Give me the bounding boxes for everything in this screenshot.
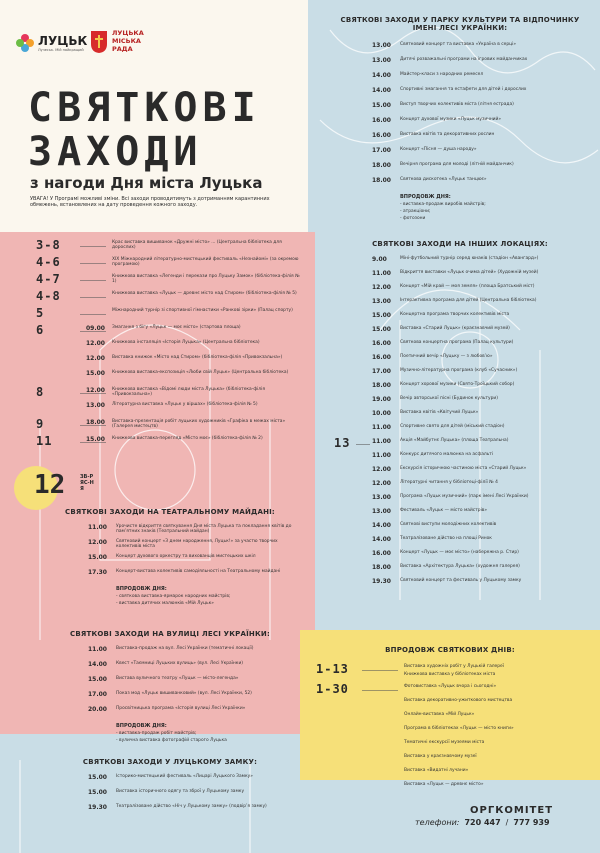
day-range-label: 1-30: [316, 682, 349, 696]
list-item: [88, 554, 300, 561]
list-item: [372, 368, 580, 375]
event-time: 14.00: [372, 522, 391, 529]
flower-logo-icon: [14, 32, 36, 54]
event-text: Виставка квітів «Квітучий Луцьк»: [400, 410, 479, 415]
event-time: 19.30: [88, 804, 107, 811]
event-time: 13.00: [372, 298, 391, 305]
section-heading: СВЯТКОВІ ЗАХОДИ НА ІНШИХ ЛОКАЦІЯХ:: [372, 240, 548, 248]
event-time: 09.00: [86, 325, 105, 332]
section-heading: СВЯТКОВІ ЗАХОДИ У ЛУЦЬКОМУ ЗАМКУ:: [82, 758, 258, 766]
event-text: Виставка книжок «Місто над Стиром» (бібліотека-філія «Привокзальна»): [112, 355, 283, 360]
event-time: 12.00: [372, 480, 391, 487]
event-time: 16.00: [372, 550, 391, 557]
list-item: [372, 494, 580, 501]
event-text: Виступ творчих колективів міста (літня естрада): [400, 102, 514, 107]
event-text: Інтерактивна програма для дітей (Центральна бібліотека): [400, 298, 537, 303]
event-text: Літературна виставка «Луцьк у віршах» (бібліотека-філія № 5): [112, 402, 258, 407]
list-item: [372, 147, 580, 154]
list-item: [372, 382, 580, 389]
event-time: 14.00: [372, 536, 391, 543]
list-item: [86, 291, 306, 296]
event-time: 11.00: [88, 524, 107, 531]
list-item: [86, 419, 306, 430]
council-line-1: ЛУЦЬКА: [112, 29, 144, 37]
event-time: 11.00: [372, 452, 391, 459]
event-text: Виставка-продаж на вул. Лесі Українки (тематичні локації): [116, 646, 254, 651]
day-label: 4-6: [36, 255, 61, 269]
event-text: Святковий концерт та виставка «Україна в серці»: [400, 42, 517, 47]
event-text: Виставка-презентація робіт луцьких художників «Графіка в межах міста» (Галерея мистецтв): [112, 419, 286, 430]
list-item: [86, 257, 306, 268]
during-item: - атракціони;: [400, 209, 431, 214]
event-time: 15.00: [86, 370, 105, 377]
during-item: - святкова виставка-ярмарок народних майстрів;: [116, 594, 231, 599]
event-time: 19.30: [372, 578, 391, 585]
event-time: 10.00: [372, 410, 391, 417]
list-item: [88, 676, 300, 683]
event-text: Літературні читання у бібліотеці-філії № 4: [400, 480, 498, 485]
day-label: 3-8: [36, 238, 61, 252]
event-time: 17.30: [88, 569, 107, 576]
list-item: [88, 539, 300, 550]
event-time: 18.00: [86, 419, 105, 426]
list-item: Виставка художніх робіт у Луцькій галереї: [404, 664, 504, 669]
title-line-1: СВЯТКОВІ: [28, 85, 261, 131]
day-label: 5: [36, 306, 45, 320]
event-text: Показ мод «Луцьк вишиванковий» (вул. Лесі Українки, 52): [116, 691, 252, 696]
event-time: 16.00: [372, 117, 391, 124]
day-label: 6: [36, 323, 45, 337]
during-item: - виставка дитячих малюнків «Мій Луцьк»: [116, 601, 214, 606]
event-text: Святковий концерт та фестиваль у Луцькому замку: [400, 578, 522, 583]
event-time: 14.00: [372, 87, 391, 94]
event-time: 11.00: [372, 270, 391, 277]
event-time: 18.00: [372, 382, 391, 389]
list-item: [372, 396, 580, 403]
section-heading: СВЯТКОВІ ЗАХОДИ У ПАРКУ КУЛЬТУРИ ТА ВІДПОЧИНКУ ІМЕНІ ЛЕСІ УКРАЇНКИ:: [340, 16, 580, 32]
event-time: 12.00: [86, 355, 105, 362]
during-item: - виставка-продаж робіт майстрів;: [116, 731, 197, 736]
event-text: Спортивні змагання та естафети для дітей і дорослих: [400, 87, 527, 92]
list-item: [372, 550, 580, 557]
event-text: Виставка історичного одягу та зброї у Луцькому замку: [116, 789, 245, 794]
list-item: [86, 387, 306, 398]
lutsk-brand-sub: Лучеськ. Мій найкращий: [38, 48, 84, 52]
list-item: Виставка «Луцьк — древнє місто»: [404, 782, 484, 787]
event-time: 15.00: [88, 676, 107, 683]
list-item: [88, 646, 300, 653]
event-text: Крас виставка вишиванок «Дружні місто» ... (Центральна бібліотека для дорослих): [112, 240, 282, 251]
phone-2: 777 939: [513, 818, 550, 827]
list-item: [372, 270, 580, 277]
event-text: Історико-мистецький фестиваль «Лицарі Луцького Замку»: [116, 774, 253, 779]
day-separator: [80, 297, 106, 298]
event-text: Відкриття виставки «Луцьк очима дітей» (Художній музей): [400, 270, 539, 275]
list-item: [86, 436, 306, 443]
subtitle: з нагоди Дня міста Луцька: [30, 174, 263, 192]
list-item: [372, 57, 580, 64]
event-time: 17.00: [372, 147, 391, 154]
event-time: 13.00: [372, 494, 391, 501]
list-item: [372, 536, 580, 543]
event-text: Книжкова виставка «Легенди і перекази про Луцьку Замок» (бібліотека-філія № 1): [112, 274, 300, 285]
event-time: 15.00: [86, 436, 105, 443]
event-text: Концерт духового оркестру та вихованців мистецьких шкіл: [116, 554, 256, 559]
event-time: 11.00: [372, 438, 391, 445]
event-time: 13.00: [372, 42, 391, 49]
phones-label: телефони:: [415, 818, 460, 827]
event-text: XIX Міжнародний літературно-мистецький фестиваль «Незнайомі» (за окремою програмою): [112, 257, 299, 268]
list-item: [372, 578, 580, 585]
list-item: Виставка «Видатні лучани»: [404, 768, 469, 773]
list-item: [372, 312, 580, 319]
list-item: [372, 522, 580, 529]
event-text: Конкурс дитячого малюнка на асфальті: [400, 452, 494, 457]
list-item: [372, 438, 580, 445]
list-item: [372, 177, 580, 184]
list-item: [372, 424, 580, 431]
event-time: 12.00: [86, 387, 105, 394]
event-text: Вистава вуличного театру «Луцьк — місто-легенда»: [116, 676, 239, 681]
event-time: 9.00: [372, 256, 387, 263]
day-12-number: 12: [34, 470, 66, 500]
event-text: Святкові виступи молодіжних колективів: [400, 522, 497, 527]
lutsk-brand-logo: [14, 32, 88, 58]
list-item: [372, 466, 580, 473]
event-text: Дитячі розважальні програми на ігрових майданчиках: [400, 57, 528, 62]
list-item: [86, 308, 306, 313]
during-item: - вулична виставка фотографій старого Луцька: [116, 738, 227, 743]
event-text: Фестиваль «Луцьк — місто майстрів»: [400, 508, 488, 513]
phone-1: 720 447: [464, 818, 501, 827]
list-item: [86, 240, 306, 251]
list-item: [372, 117, 580, 124]
during-heading: ВПРОДОВЖ ДНЯ:: [400, 194, 451, 200]
list-item: [372, 452, 580, 459]
event-text: Книжкова виставка-експозиція «Люби свій Луцьк» (Центральна бібліотека): [112, 370, 289, 375]
event-time: 15.00: [372, 312, 391, 319]
event-time: 15.00: [88, 554, 107, 561]
list-item: [88, 789, 300, 796]
event-text: Просвітницька програма «Історія вулиці Лесі Українки»: [116, 706, 246, 711]
list-item: [88, 661, 300, 668]
event-text: Концерт «Мій край — моя земля» (площа Братський міст): [400, 284, 535, 289]
event-time: 12.00: [88, 539, 107, 546]
event-time: 11.00: [88, 646, 107, 653]
event-text: Святковий концерт «З днем народження, Луцьк!» за участю творчих колективів міста: [116, 539, 278, 550]
list-item: [86, 402, 306, 409]
event-text: Книжкова виставка «Луцьк — древнє місто над Стиром» (бібліотека-філія № 5): [112, 291, 297, 296]
event-time: 13.00: [86, 402, 105, 409]
list-item: [88, 691, 300, 698]
event-time: 16.00: [372, 340, 391, 347]
list-item: [86, 355, 306, 362]
footer-org: ОРГКОМІТЕТ: [470, 805, 554, 816]
day-12-month: ЗВ-РЯС-НЯ: [80, 474, 94, 492]
day-separator: [362, 670, 398, 671]
list-item: [372, 564, 580, 571]
day-label: 4-7: [36, 272, 61, 286]
event-text: Концерт духової музики «Луцьк музичний»: [400, 117, 502, 122]
day-label: 11: [36, 434, 53, 448]
day-label: 4-8: [36, 289, 61, 303]
event-text: Святкова дискотека «Луцьк танцює»: [400, 177, 487, 182]
list-item: [86, 370, 306, 377]
event-time: 14.00: [88, 661, 107, 668]
event-text: Концертна програма творчих колективів міста: [400, 312, 510, 317]
event-time: 12.00: [86, 340, 105, 347]
council-line-3: РАДА: [112, 45, 133, 53]
event-time: 17.00: [372, 368, 391, 375]
list-item: Онлайн-виставка «Мій Луцьк»: [404, 712, 475, 717]
event-text: Спортивне свято для дітей (міський стадіон): [400, 424, 505, 429]
during-heading: ВПРОДОВЖ ДНЯ:: [116, 723, 167, 729]
list-item: [372, 410, 580, 417]
council-line-2: МІСЬКА: [112, 37, 141, 45]
event-time: 13.00: [372, 57, 391, 64]
event-time: 18.00: [372, 162, 391, 169]
event-time: 19.00: [372, 396, 391, 403]
event-text: Концерт «Пісня — душа народу»: [400, 147, 477, 152]
event-text: Вечірня програма для молоді (літній майданчик): [400, 162, 514, 167]
event-text: Акція «Майбутнє Луцька» (площа Театральна): [400, 438, 509, 443]
list-item: [372, 480, 580, 487]
event-time: 18.00: [372, 177, 391, 184]
list-item: [372, 284, 580, 291]
council-logo: [90, 26, 160, 60]
section-heading: СВЯТКОВІ ЗАХОДИ НА ТЕАТРАЛЬНОМУ МАЙДАНІ:: [65, 508, 275, 516]
event-time: 13.00: [372, 508, 391, 515]
list-item: [372, 42, 580, 49]
list-item: Виставка декоративно-ужиткового мистецтва: [404, 698, 513, 703]
list-item: [88, 804, 300, 811]
day-range-label: 1-13: [316, 662, 349, 676]
day-13-label: 13: [334, 436, 351, 450]
event-text: Книжкова виставка-перегляд «Місто моє» (бібліотека-філія № 2): [112, 436, 263, 441]
list-item: [372, 72, 580, 79]
event-text: Урочисте відкриття святкування Дня міста Луцька та покладання квітів до пам’ятних знаків (Театральний майдан): [116, 524, 292, 535]
event-time: 15.00: [88, 789, 107, 796]
event-time: 12.00: [372, 284, 391, 291]
event-time: 15.00: [372, 102, 391, 109]
event-text: Екскурсія історичною частиною міста «Старий Луцьк»: [400, 466, 527, 471]
event-text: Музично-літературна програма (клуб «Сучасник»): [400, 368, 518, 373]
event-text: Концерт «Луцьк — моє місто» (набережна р. Стир): [400, 550, 519, 555]
phone-separator: /: [505, 818, 509, 827]
event-text: Святкова концертна програма (Палац культури): [400, 340, 514, 345]
event-text: Виставка «Старий Луцьк» (краєзнавчий музей): [400, 326, 510, 331]
event-text: Театралізоване дійство «Ніч у Луцькому замку» (подвір’я замку): [116, 804, 267, 809]
footer-phones: [415, 818, 550, 827]
list-item: [372, 256, 580, 263]
list-item: [86, 325, 306, 332]
event-time: 18.00: [372, 564, 391, 571]
list-item: [372, 102, 580, 109]
list-item: [88, 774, 300, 781]
event-text: Майстер-класи з народних ремесел: [400, 72, 484, 77]
list-item: [372, 326, 580, 333]
list-item: Програма в бібліотеках «Луцьк — місто книги»: [404, 726, 514, 731]
during-item: - фотозони: [400, 216, 426, 221]
event-text: Змагання з бігу «Луцьк — моє місто» (стартова площа): [112, 325, 241, 330]
list-item: [372, 508, 580, 515]
event-text: Виставка квітів та декоративних рослин: [400, 132, 495, 137]
coat-of-arms-icon: [90, 30, 108, 54]
list-item: [372, 132, 580, 139]
event-text: Поетичний вечір «Луцьку — з любов’ю»: [400, 354, 493, 359]
list-item: [372, 298, 580, 305]
event-text: Концерт хорової музики (Свято-Троїцький собор): [400, 382, 515, 387]
event-text: Вечір авторської пісні (Будинок культури): [400, 396, 498, 401]
event-text: Квест «Таємниці Луцьких вулиць» (вул. Лесі Українки): [116, 661, 244, 666]
section-heading: ВПРОДОВЖ СВЯТКОВИХ ДНІВ:: [385, 646, 515, 654]
during-item: - виставка-продаж виробів майстрів;: [400, 202, 486, 207]
list-item: Книжкова виставка у бібліотеках міста: [404, 672, 496, 677]
list-item: [372, 354, 580, 361]
list-item: [88, 706, 300, 713]
event-text: Програма «Луцьк музичний» (парк імені Лесі Українки): [400, 494, 529, 499]
title-line-2: ЗАХОДИ: [28, 129, 203, 175]
section-heading: СВЯТКОВІ ЗАХОДИ НА ВУЛИЦІ ЛЕСІ УКРАЇНКИ:: [70, 630, 270, 638]
list-item: [372, 340, 580, 347]
event-text: Міні-футбольний турнір серед юнаків (стадіон «Авангард»): [400, 256, 539, 261]
event-time: 11.00: [372, 424, 391, 431]
during-heading: ВПРОДОВЖ ДНЯ:: [116, 586, 167, 592]
notice: УВАГА! У Програмі можливі зміни. Всі заходи проводитимуть з дотриманням карантинних обмежень, встановлених на дату проведення кожного заходу.: [30, 196, 270, 208]
event-time: 16.00: [372, 354, 391, 361]
event-time: 14.00: [372, 72, 391, 79]
list-item: [372, 87, 580, 94]
event-text: Книжкова виставка «Відомі люди міста Луцька» (бібліотека-філія «Привокзальна»): [112, 387, 265, 398]
list-item: [86, 274, 306, 285]
event-text: Міжнародний турнір зі спортивної гімнастики «Ранкові зірки» (Палац спорту): [112, 308, 293, 313]
list-item: Виставка у краєзнавчому музеї: [404, 754, 477, 759]
list-item: Тематичні екскурсії музеями міста: [404, 740, 485, 745]
lutsk-brand-text: ЛУЦЬК: [38, 34, 88, 48]
list-item: Фотовиставка «Луцьк вчора і сьогодні»: [404, 684, 497, 689]
event-text: Книжкова інсталяція «Історія Луцька» (Центральна бібліотека): [112, 340, 260, 345]
event-time: 20.00: [88, 706, 107, 713]
event-time: 12.00: [372, 466, 391, 473]
event-time: 17.00: [88, 691, 107, 698]
list-item: [372, 162, 580, 169]
event-time: 15.00: [372, 326, 391, 333]
list-item: [88, 569, 300, 576]
day-label: 8: [36, 385, 45, 399]
list-item: [88, 524, 300, 535]
event-text: Виставка «Архітектура Луцька» (художня галерея): [400, 564, 520, 569]
day-label: 9: [36, 417, 45, 431]
list-item: [86, 340, 306, 347]
event-time: 16.00: [372, 132, 391, 139]
day-separator: [362, 690, 398, 691]
event-time: 15.00: [88, 774, 107, 781]
event-text: Театралізоване дійство на площі Ринок: [400, 536, 492, 541]
day-separator: [80, 314, 106, 315]
day-separator: [356, 444, 370, 445]
event-text: Концерт-вистава колективів самодіяльності на Театральному майдані: [116, 569, 281, 574]
